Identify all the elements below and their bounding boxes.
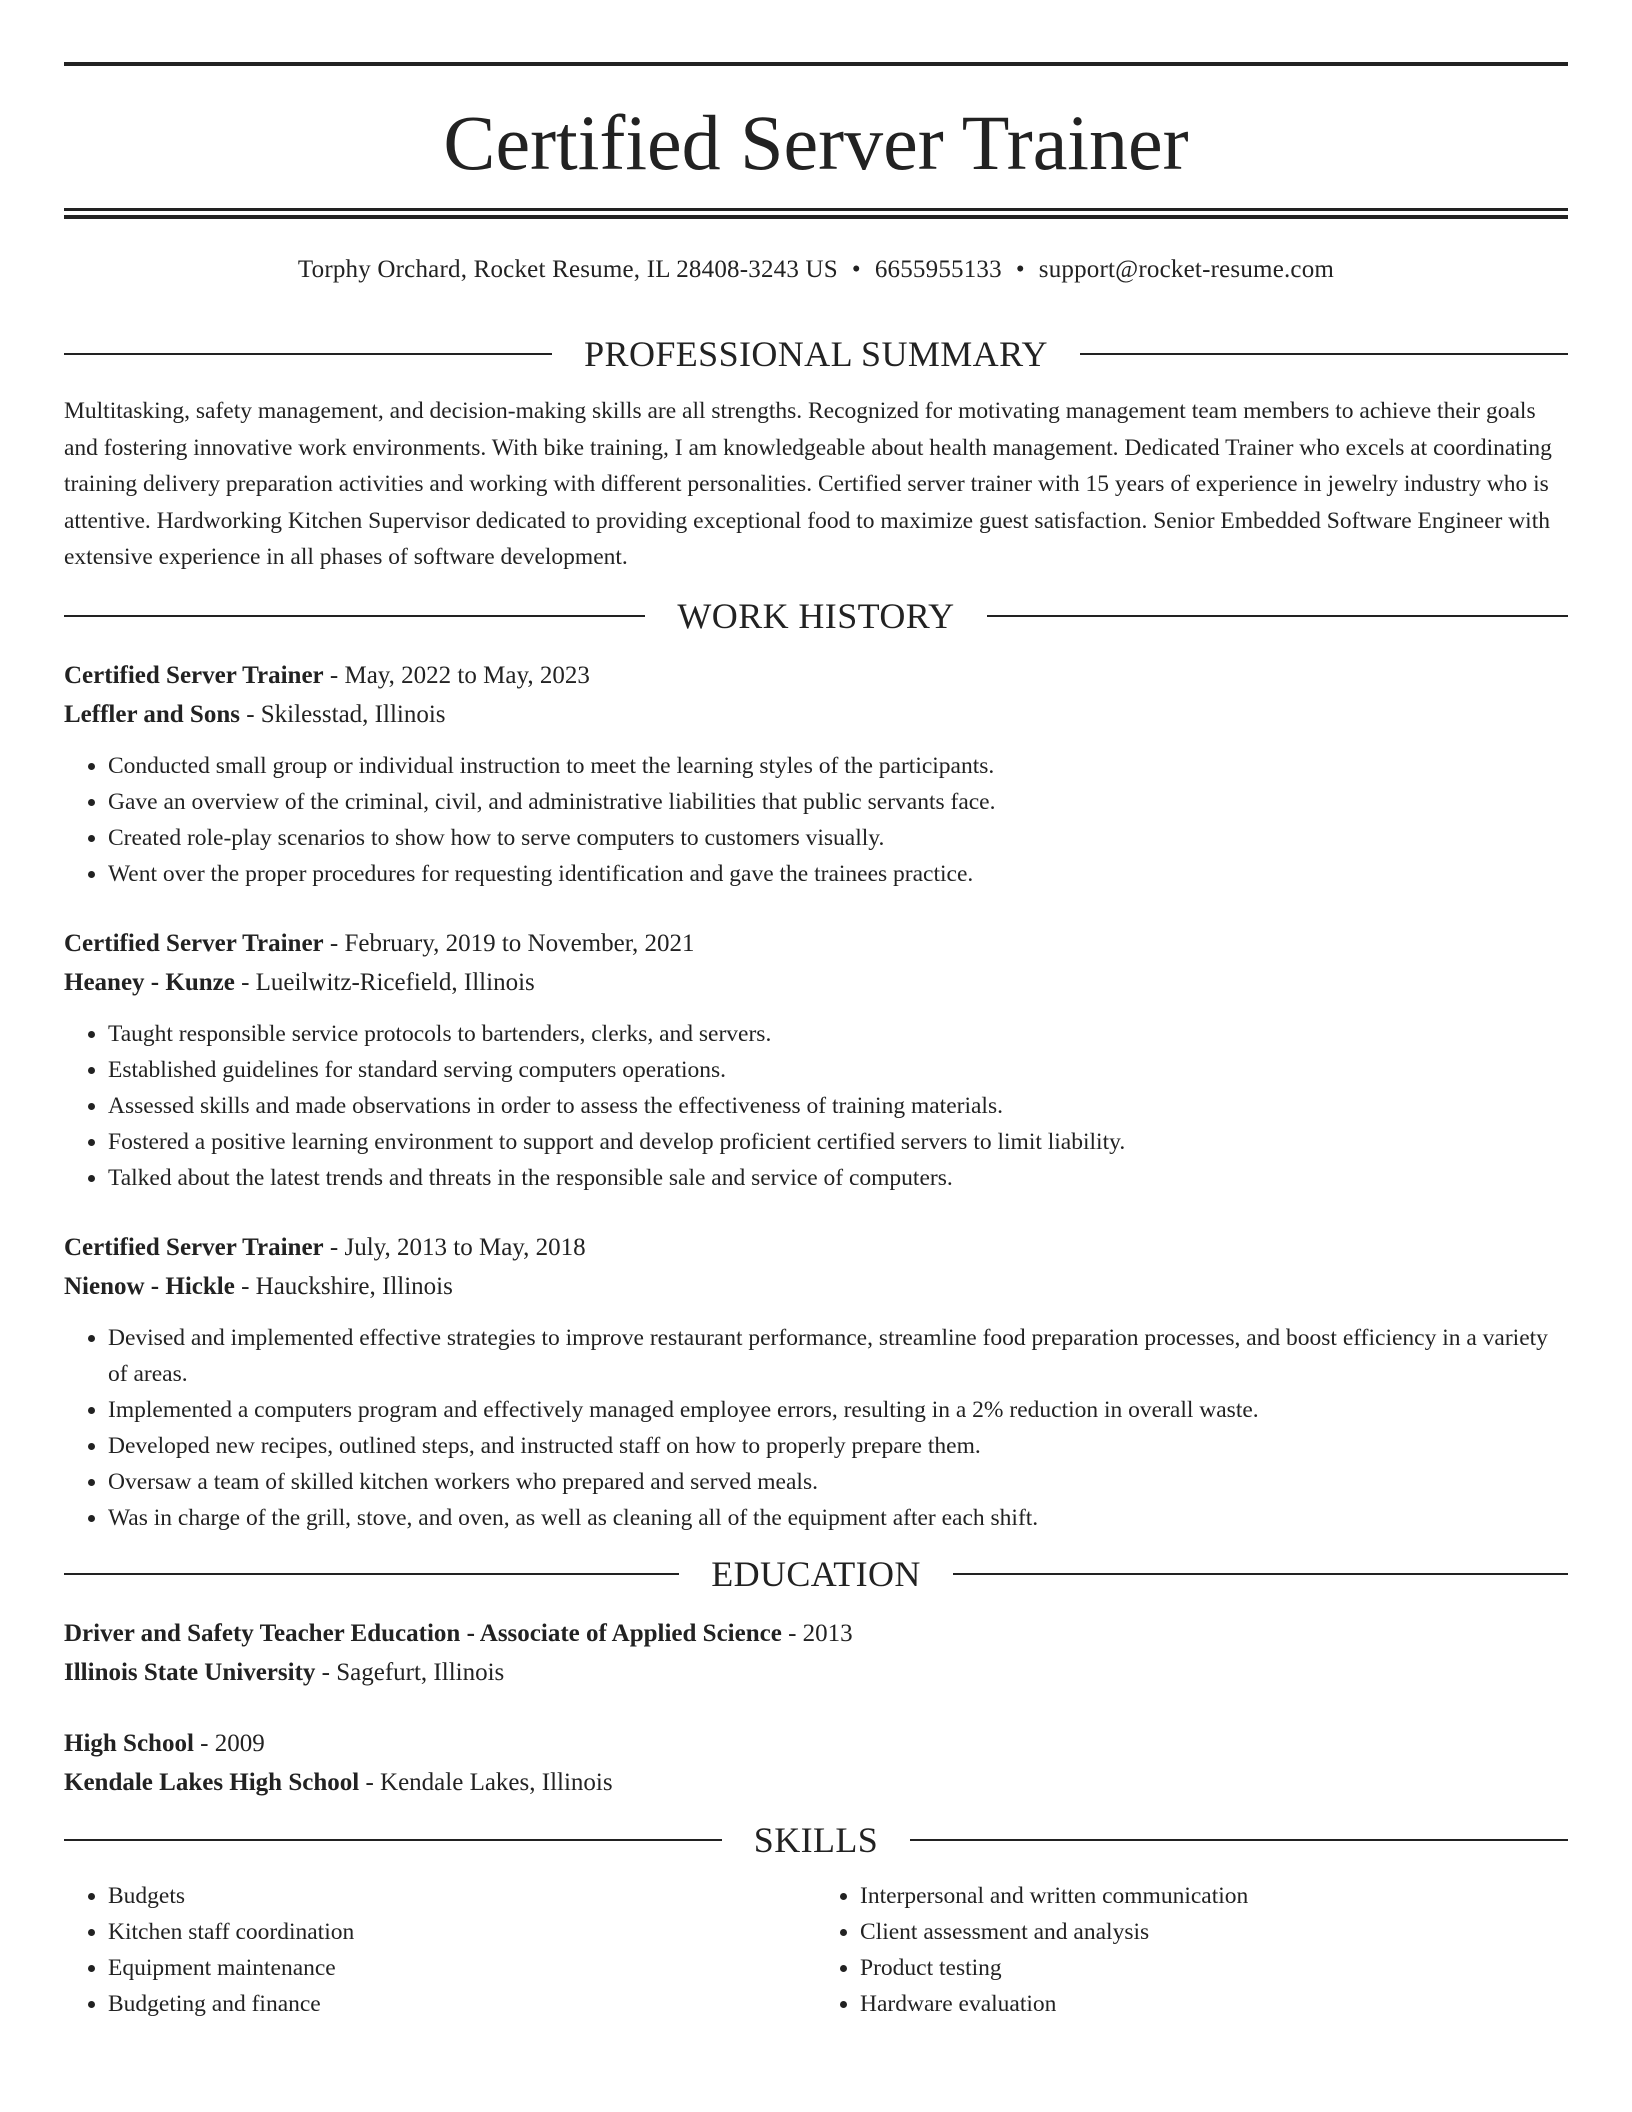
job-entry [64,656,1568,892]
job-bullet: • Conducted small group or individual instruction to meet the learning styles of the participants. [108,748,1568,784]
job-company-line [64,963,1568,1002]
job-company-line [64,1267,1568,1306]
heading-rule [64,615,645,617]
job-bullet: • Oversaw a team of skilled kitchen workers who prepared and served meals. [108,1464,1568,1500]
skill-item: • Kitchen staff coordination [108,1914,816,1950]
summary-section-heading [64,336,1568,372]
job-title: Certified Server Trainer [64,661,324,689]
skill-item: • Product testing [860,1950,1568,1986]
job-title-line [64,656,1568,695]
education-entry [64,1724,1568,1802]
education-location: - Sagefurt, Illinois [315,1658,505,1686]
skill-item: • Client assessment and analysis [860,1914,1568,1950]
education-school: Illinois State University [64,1658,316,1686]
education-degree-line [64,1724,1568,1763]
job-company: Leffler and Sons [64,700,240,728]
contact-separator: • [851,256,861,283]
job-bullet: • Talked about the latest trends and threats in the responsible sale and service of computers. [108,1160,1568,1196]
education-location: - Kendale Lakes, Illinois [359,1768,613,1796]
job-entry [64,1228,1568,1536]
skills-heading: SKILLS [753,1819,879,1860]
job-title: Certified Server Trainer [64,929,324,957]
skill-item: • Hardware evaluation [860,1986,1568,2022]
heading-rule [1080,353,1568,355]
work-section-heading [64,595,1568,636]
summary-text: Multitasking, safety management, and decision-making skills are all strengths. Recognized for motivating management team members to achieve their goals and fostering innovative work environments. With bike training, I am knowledgeable about health management. Dedicated Trainer who excels at coordinating training delivery preparation activities and working with different personalities. Certified server trainer with 15 years of experience in jewelry industry who is attentive. Hardworking Kitchen Supervisor dedicated to providing exceptional food to maximize guest satisfaction. Senior Embedded Software Engineer with extensive experience in all phases of software development. [64,398,1552,570]
job-company: Nienow - Hickle [64,1272,235,1300]
job-bullet: • Fostered a positive learning environment to support and develop proficient certified servers to limit liability. [108,1124,1568,1160]
skills-left-list [64,1878,816,2022]
job-bullets [64,748,1568,892]
heading-rule [987,615,1568,617]
job-bullet: • Was in charge of the grill, stove, and oven, as well as cleaning all of the equipment after each shift. [108,1500,1568,1536]
contact-phone: 6655955133 [874,256,1002,283]
job-bullets [64,1320,1568,1536]
education-degree-line [64,1614,1568,1653]
top-rule [64,62,1568,66]
job-title-line [64,1228,1568,1267]
resume-page [64,62,1568,2022]
job-bullets [64,1016,1568,1196]
job-bullet: • Taught responsible service protocols to bartenders, clerks, and servers. [108,1016,1568,1052]
job-location: - Hauckshire, Illinois [234,1272,453,1300]
job-company-line [64,695,1568,734]
heading-rule [64,1573,679,1575]
work-heading: WORK HISTORY [677,595,955,636]
education-entry [64,1614,1568,1692]
title-double-rule [64,208,1568,219]
skill-item: • Interpersonal and written communication [860,1878,1568,1914]
contact-line [64,255,1568,295]
job-bullet: • Devised and implemented effective strategies to improve restaurant performance, streamline food preparation processes, and boost efficiency in a variety of areas. [108,1320,1568,1392]
heading-rule [953,1573,1568,1575]
skill-item: • Equipment maintenance [108,1950,816,1986]
job-dates: - February, 2019 to November, 2021 [323,929,695,957]
education-school-line [64,1763,1568,1802]
education-year: - 2009 [193,1729,265,1757]
job-bullet: • Established guidelines for standard serving computers operations. [108,1052,1568,1088]
job-location: - Skilesstad, Illinois [239,700,446,728]
education-year: - 2013 [781,1619,853,1647]
job-dates: - May, 2022 to May, 2023 [323,661,590,689]
skill-item: • Budgeting and finance [108,1986,816,2022]
heading-rule [64,353,552,355]
heading-rule [910,1839,1568,1841]
education-heading: EDUCATION [711,1553,921,1594]
job-dates: - July, 2013 to May, 2018 [323,1233,586,1261]
job-bullet: • Assessed skills and made observations in order to assess the effectiveness of training materials. [108,1088,1568,1124]
job-title: Certified Server Trainer [64,1233,324,1261]
job-bullet: • Implemented a computers program and effectively managed employee errors, resulting in a 2% reduction in overall waste. [108,1392,1568,1428]
contact-address: Torphy Orchard, Rocket Resume, IL 28408-3243 US [297,256,838,283]
skills-columns [64,1878,1568,2022]
summary-heading: PROFESSIONAL SUMMARY [584,334,1048,374]
job-title-line [64,924,1568,963]
heading-rule [64,1839,722,1841]
contact-separator: • [1015,256,1025,283]
education-school: Kendale Lakes High School [64,1768,360,1796]
skills-section-heading [64,1819,1568,1860]
skill-item: • Budgets [108,1878,816,1914]
skills-right-list [816,1878,1568,2022]
education-school-line [64,1653,1568,1692]
contact-email: support@rocket-resume.com [1038,256,1335,283]
job-entry [64,924,1568,1196]
education-degree: Driver and Safety Teacher Education - Associate of Applied Science [64,1619,782,1647]
job-bullet: • Went over the proper procedures for requesting identification and gave the trainees practice. [108,856,1568,892]
job-bullet: • Developed new recipes, outlined steps, and instructed staff on how to properly prepare them. [108,1428,1568,1464]
job-bullet: • Gave an overview of the criminal, civil, and administrative liabilities that public servants face. [108,784,1568,820]
resume-title: Certified Server Trainer [443,99,1189,186]
job-location: - Lueilwitz-Ricefield, Illinois [234,968,535,996]
education-degree: High School [64,1729,194,1757]
education-section-heading [64,1553,1568,1594]
job-company: Heaney - Kunze [64,968,235,996]
job-bullet: • Created role-play scenarios to show how to serve computers to customers visually. [108,820,1568,856]
